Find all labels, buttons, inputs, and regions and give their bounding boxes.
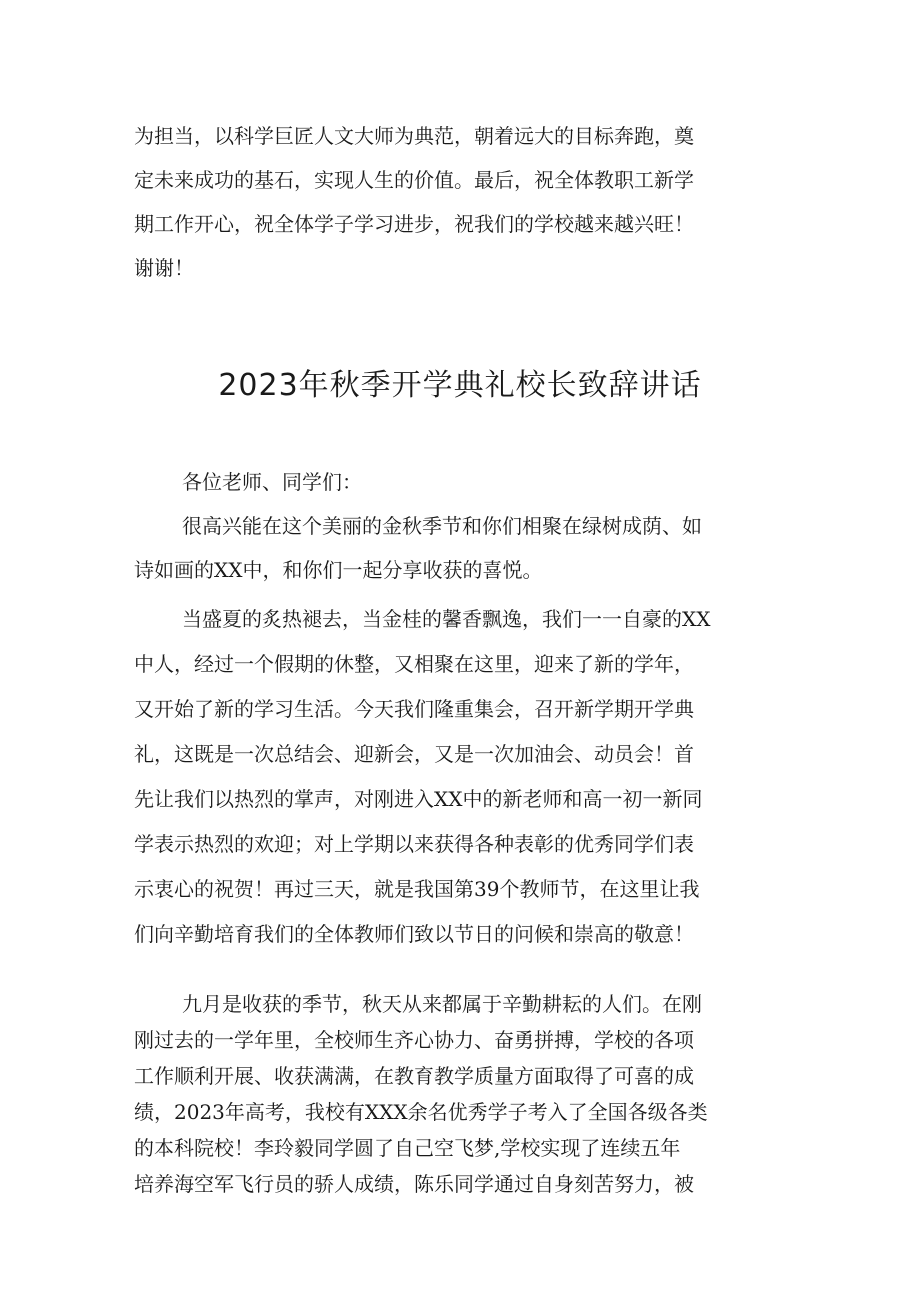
text-line: 礼，这既是一次总结会、迎新会，又是一次加油会、动员会！首 [134,742,694,766]
paragraph-achievements [134,986,796,1202]
text-line: 九月是收获的季节，秋天从来都属于辛勤耕耘的人们。在刚 [182,992,702,1016]
text-line: 学表示热烈的欢迎；对上学期以来获得各种表彰的优秀同学们表 [134,832,694,856]
text-line: 很高兴能在这个美丽的金秋季节和你们相聚在绿树成荫、如 [182,514,702,538]
salutation-text: 各位老师、同学们： [182,470,362,494]
text-line: 定未来成功的基石，实现人生的价值。最后，祝全体教职工新学 [134,168,694,192]
text-line: 为担当，以科学巨匠人文大师为典范，朝着远大的目标奔跑，奠 [134,124,694,148]
paragraph-welcome [134,504,796,592]
previous-speech-ending [134,114,796,290]
text-line: 诗如画的XX中，和你们一起分享收获的喜悦。 [134,558,543,582]
text-line: 刚过去的一学年里，全校师生齐心协力、奋勇拼搏，学校的各项 [134,1028,694,1052]
text-line: 的本科院校！李玲毅同学圆了自己空飞梦,学校实现了连续五年 [134,1136,681,1160]
text-line: 示衷心的祝贺！再过三天，就是我国第39个教师节，在这里让我 [134,877,700,901]
text-line: 培养海空军飞行员的骄人成绩，陈乐同学通过自身刻苦努力，被 [134,1172,694,1196]
text-line: 中人，经过一个假期的休整，又相聚在这里，迎来了新的学年， [134,652,694,676]
text-line: 谢谢！ [134,256,194,280]
text-line: 当盛夏的炙热褪去，当金桂的馨香飘逸，我们一一自豪的XX [182,607,711,631]
text-line: 又开始了新的学习生活。今天我们隆重集会，召开新学期开学典 [134,697,694,721]
text-line: 先让我们以热烈的掌声，对刚进入XX中的新老师和高一初一新同 [134,787,703,811]
paragraph-new-semester [134,597,796,957]
text-line: 绩，2023年高考，我校有XXX余名优秀学子考入了全国各级各类 [134,1100,708,1124]
text-line: 工作顺利开展、收获满满，在教育教学质量方面取得了可喜的成 [134,1064,694,1088]
speech-title: 2023年秋季开学典礼校长致辞讲话 [218,368,702,403]
text-line: 们向辛勤培育我们的全体教师们致以节日的问候和崇高的敬意！ [134,922,694,946]
text-line: 期工作开心，祝全体学子学习进步，祝我们的学校越来越兴旺！ [134,212,694,236]
salutation [134,460,796,504]
